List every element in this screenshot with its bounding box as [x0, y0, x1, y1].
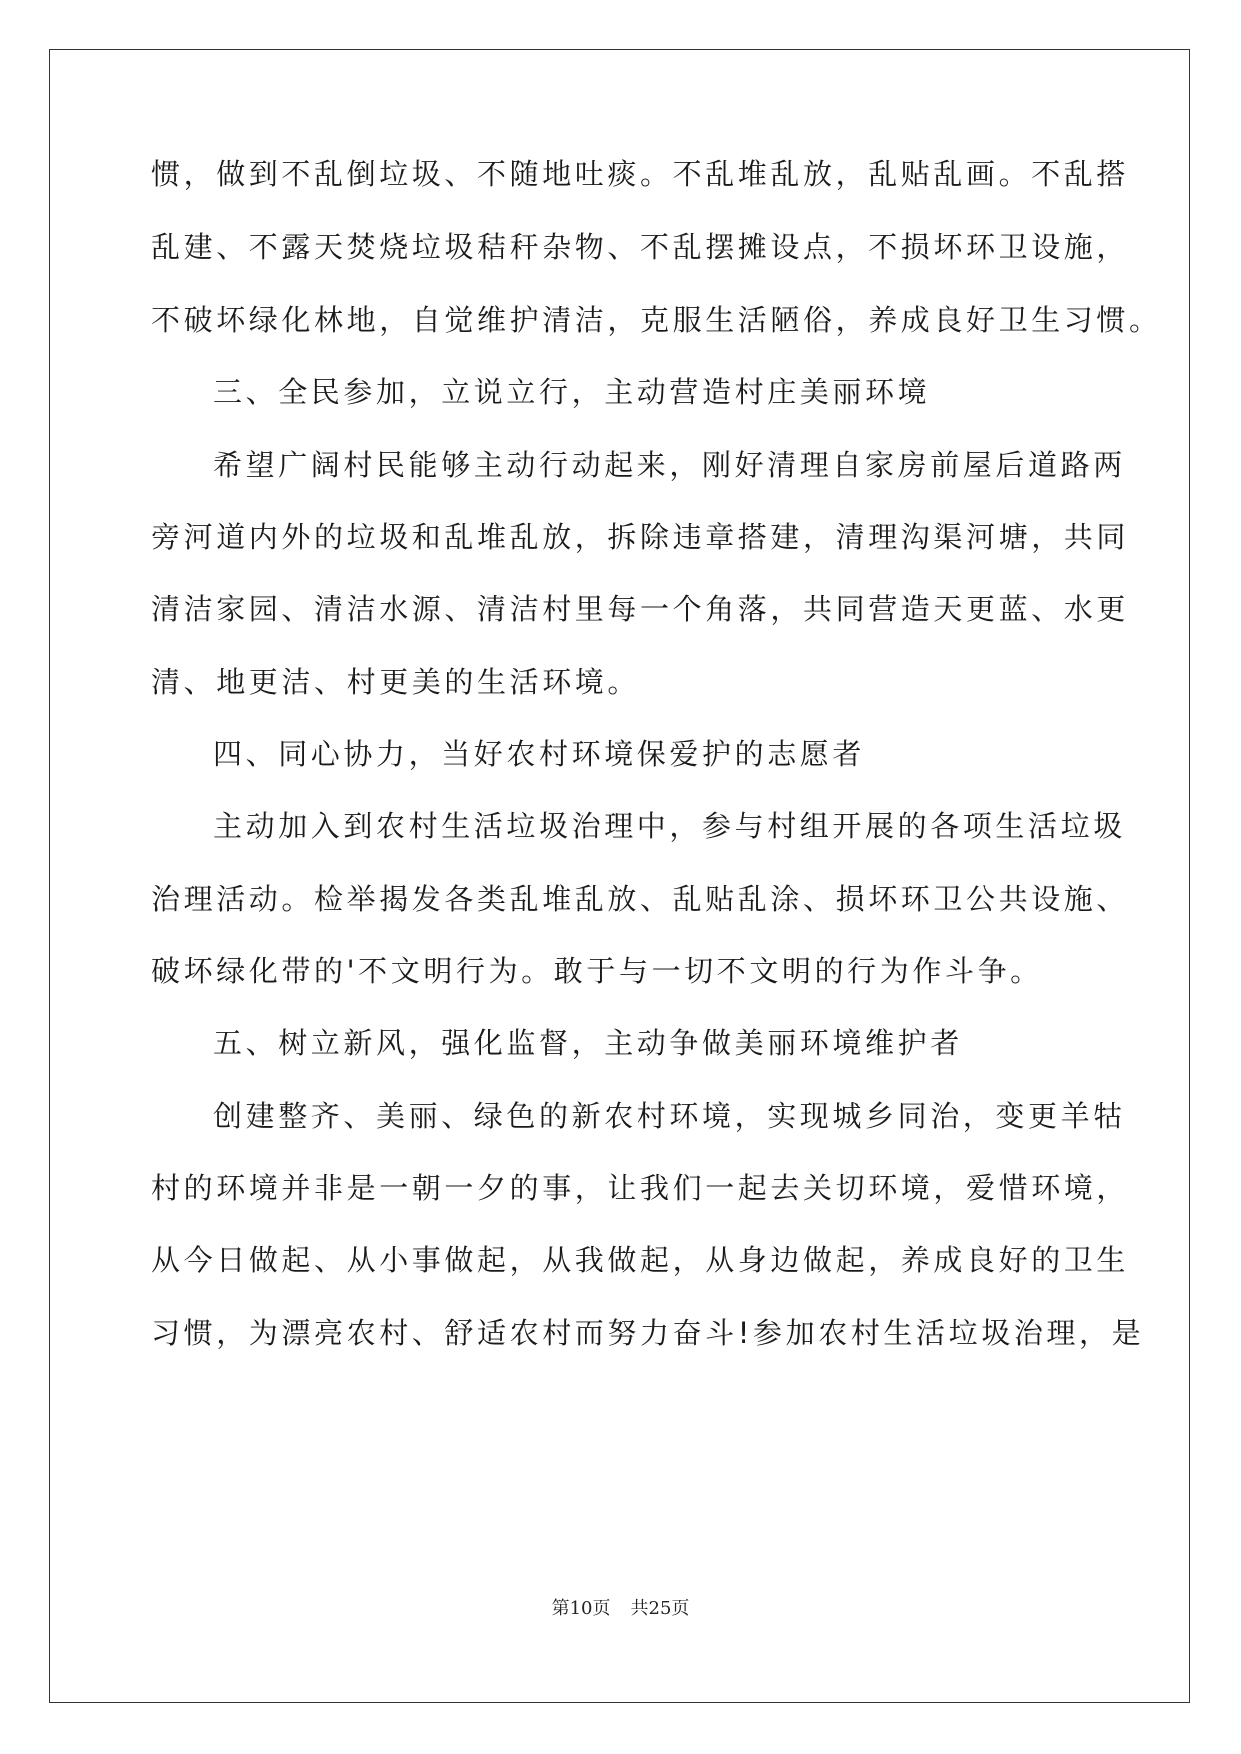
page-footer: [0, 1597, 1241, 1621]
text-line: 破坏绿化带的'不文明行为。敢于与一切不文明的行为作斗争。: [151, 954, 1043, 988]
text-line: 清、地更洁、村更美的生活环境。: [151, 665, 641, 699]
text-line: 惯，做到不乱倒垃圾、不随地吐痰。不乱堆乱放，乱贴乱画。不乱搭: [151, 157, 1130, 191]
section-heading: 四、同心协力，当好农村环境保爱护的志愿者: [213, 737, 866, 771]
text-line: 希望广阔村民能够主动行动起来，刚好清理自家房前屋后道路两: [213, 448, 1126, 482]
text-line: 治理活动。检举揭发各类乱堆乱放、乱贴乱涂、损坏环卫公共设施、: [151, 882, 1130, 916]
text-line: 创建整齐、美丽、绿色的新农村环境，实现城乡同治，变更羊牯: [213, 1099, 1126, 1133]
section-heading: 五、树立新风，强化监督，主动争做美丽环境维护者: [213, 1026, 963, 1060]
page-total: 共25页: [630, 1598, 690, 1619]
text-line: 主动加入到农村生活垃圾治理中，参与村组开展的各项生活垃圾: [213, 809, 1126, 843]
page-number: 第10页: [551, 1598, 611, 1619]
page-border: [49, 49, 1190, 1703]
section-heading: 三、全民参加，立说立行，主动营造村庄美丽环境: [213, 375, 931, 409]
text-line: 村的环境并非是一朝一夕的事，让我们一起去关切环境，爱惜环境，: [151, 1171, 1130, 1205]
text-line: 习惯，为漂亮农村、舒适农村而努力奋斗!参加农村生活垃圾治理，是: [151, 1316, 1145, 1350]
text-line: 清洁家园、清洁水源、清洁村里每一个角落，共同营造天更蓝、水更: [151, 592, 1130, 626]
text-line: 不破坏绿化林地，自觉维护清洁，克服生活陋俗，养成良好卫生习惯。: [151, 303, 1162, 337]
text-line: 乱建、不露天焚烧垃圾秸秆杂物、不乱摆摊设点，不损坏环卫设施，: [151, 230, 1130, 264]
text-line: 旁河道内外的垃圾和乱堆乱放，拆除违章搭建，清理沟渠河塘，共同: [151, 520, 1130, 554]
text-line: 从今日做起、从小事做起，从我做起，从身边做起，养成良好的卫生: [151, 1243, 1130, 1277]
